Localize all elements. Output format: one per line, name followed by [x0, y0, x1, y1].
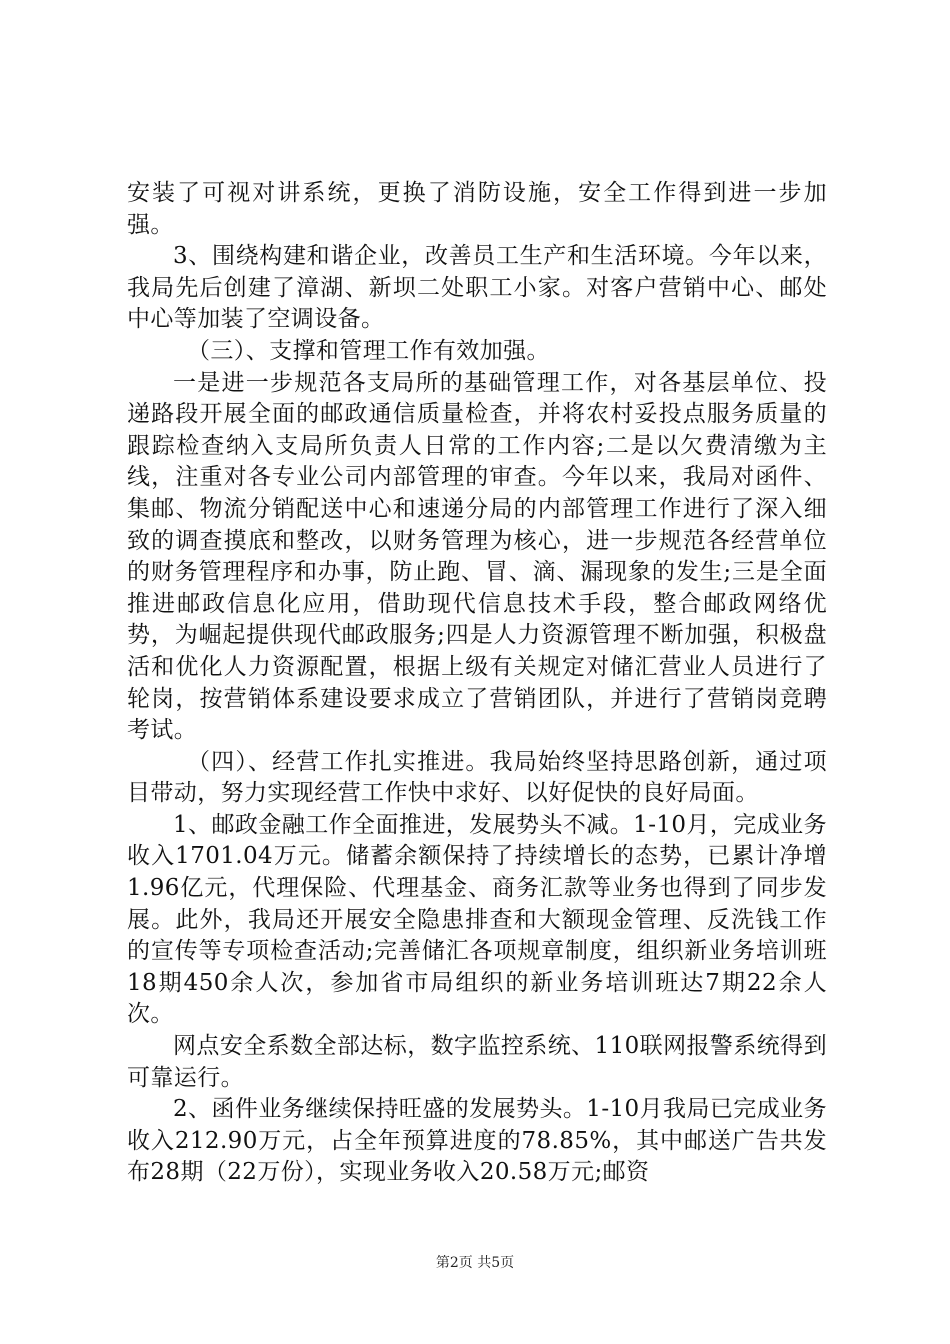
- section-heading-business-work: （四）、经营工作扎实推进。我局始终坚持思路创新，通过项目带动，努力实现经营工作快中求好、以好促快的良好局面。: [127, 748, 827, 807]
- paragraph-outlet-security: 网点安全系数全部达标，数字监控系统、110联网报警系统得到可靠运行。: [127, 1033, 827, 1091]
- section-heading-support-management: （三）、支撑和管理工作有效加强。: [187, 337, 550, 364]
- paragraph-continuation: 安装了可视对讲系统，更换了消防设施，安全工作得到进一步加强。: [127, 180, 827, 238]
- paragraph-harmonious-enterprise: 3、围绕构建和谐企业，改善员工生产和生活环境。今年以来，我局先后创建了漳湖、新坝二处职工小家。对客户营销中心、邮处中心等加装了空调设备。: [127, 243, 827, 333]
- document-body: [127, 178, 827, 1189]
- paragraph-postal-finance: 1、邮政金融工作全面推进，发展势头不减。1-10月，完成业务收入1701.04万元。储蓄余额保持了持续增长的态势，已累计净增1.96亿元，代理保险、代理基金、商务汇款等业务也得到了同步发展。此外，我局还开展安全隐患排查和大额现金管理、反洗钱工作的宣传等专项检查活动;完善储汇各项规章制度，组织新业务培训班18期450余人次，参加省市局组织的新业务培训班达7期22余人次。: [127, 811, 827, 1028]
- paragraph-letter-business: 2、函件业务继续保持旺盛的发展势头。1-10月我局已完成业务收入212.90万元，占全年预算进度的78.85%，其中邮送广告共发布28期（22万份），实现业务收入20.58万元;邮资: [127, 1096, 827, 1186]
- page-number-footer: 第2页 共5页: [435, 1255, 515, 1271]
- paragraph-management-work: 一是进一步规范各支局所的基础管理工作，对各基层单位、投递路段开展全面的邮政通信质量检查，并将农村妥投点服务质量的跟踪检查纳入支局所负责人日常的工作内容;二是以欠费清缴为主线，注重对各专业公司内部管理的审查。今年以来，我局对函件、集邮、物流分销配送中心和速递分局的内部管理工作进行了深入细致的调查摸底和整改，以财务管理为核心，进一步规范各经营单位的财务管理程序和办事，防止跑、冒、滴、漏现象的发生;三是全面推进邮政信息化应用，借助现代信息技术手段，整合邮政网络优势，为崛起提供现代邮政服务;四是人力资源管理不断加强，积极盘活和优化人力资源配置，根据上级有关规定对储汇营业人员进行了轮岗，按营销体系建设要求成立了营销团队，并进行了营销岗竞聘考试。: [127, 369, 827, 744]
